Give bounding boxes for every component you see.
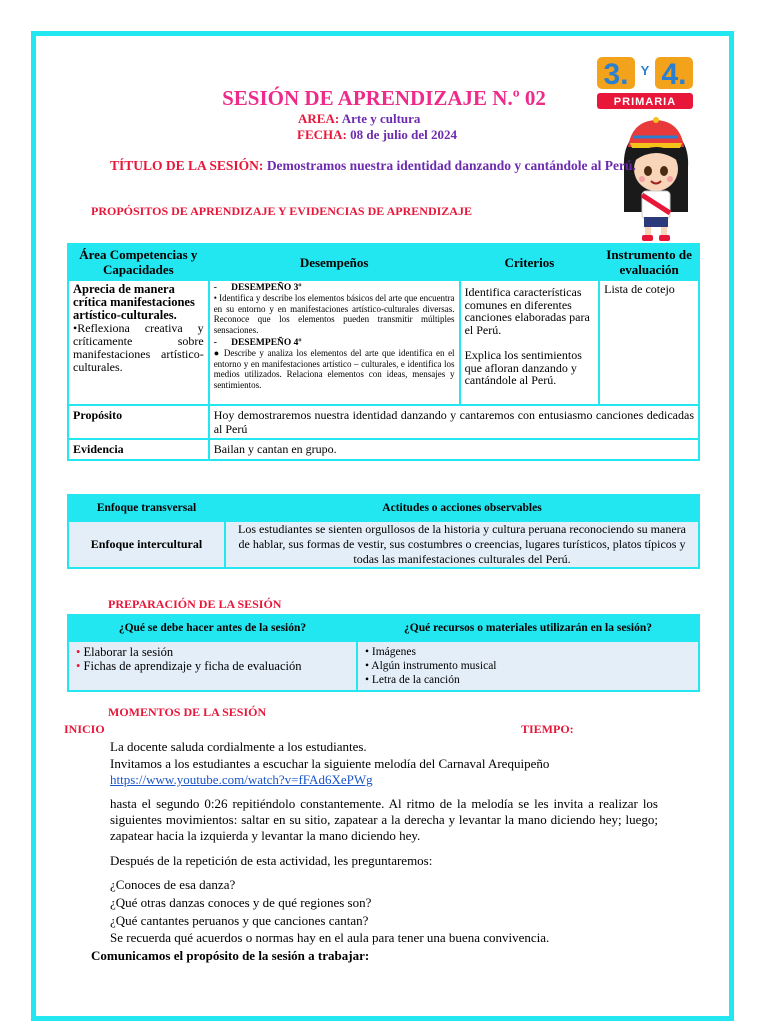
header-criteria: Criterios <box>460 244 600 280</box>
date-value: 08 de julio del 2024 <box>350 127 457 142</box>
session-name-label: TÍTULO DE LA SESIÓN: <box>110 158 264 173</box>
performance-3-title: - DESEMPEÑO 3º <box>213 283 302 293</box>
approach-name: Enfoque intercultural <box>68 521 225 568</box>
question-1: ¿Conoces de esa danza? <box>110 877 236 892</box>
preparation-heading: PREPARACIÓN DE LA SESIÓN <box>108 597 282 611</box>
purpose-text: Hoy demostraremos nuestra identidad danzando y cantaremos con entusiasmo canciones dedicadas al Perú <box>209 405 699 439</box>
logo-grade-4: 4. <box>661 58 687 91</box>
competency-cell <box>68 280 209 405</box>
header-competencies: Área Competencias y Capacidades <box>68 244 209 280</box>
purpose-label: Propósito <box>68 405 209 439</box>
preparation-row <box>68 641 699 691</box>
performances-cell <box>209 280 460 405</box>
moments-heading: MOMENTOS DE LA SESIÓN <box>108 705 267 719</box>
logo-y: Y <box>640 63 650 78</box>
area-line <box>298 111 420 127</box>
before-header: ¿Qué se debe hacer antes de la sesión? <box>68 615 357 641</box>
competencies-header-row <box>68 244 699 280</box>
purposes-heading: PROPÓSITOS DE APRENDIZAJE Y EVIDENCIAS DE APRENDIZAJE <box>91 204 472 218</box>
preparation-header-row <box>68 615 699 641</box>
approach-header-row <box>68 495 699 521</box>
girl-illustration <box>614 117 698 242</box>
competency-title: Aprecia de manera crítica manifestaciones artístico-culturales. <box>73 282 195 322</box>
resources-cell <box>357 641 699 691</box>
area-value: Arte y cultura <box>341 111 421 126</box>
invitation-text: Invitamos a los estudiantes a escuchar la siguiente melodía del Carnaval Arequipeño https://www.youtube.com/watch?v=fFAd6XePWg <box>110 756 550 787</box>
performance-4-title: - DESEMPEÑO 4º <box>213 338 302 348</box>
logo-grade-3: 3. <box>603 58 629 91</box>
approach-table <box>67 494 700 569</box>
date-label: FECHA: <box>297 127 347 142</box>
video-link[interactable]: https://www.youtube.com/watch?v=fFAd6XePWg <box>110 772 373 787</box>
header-instrument: Instrumento de evaluación <box>599 244 699 280</box>
approach-actions: Los estudiantes se sienten orgullosos de la historia y cultura peruana reconociendo su manera de hablar, sus formas de vestir, sus costumbres o creencias, lugares turísticos, platos típicos y todas las manifestaciones culturales del Perú. <box>225 521 699 568</box>
time-label: TIEMPO: <box>521 722 574 736</box>
approach-header: Enfoque transversal <box>68 495 225 521</box>
criterion-2: Explica los sentimientos que afloran danzando y cantándole al Perú. <box>464 348 582 387</box>
preparation-table <box>67 614 700 692</box>
list-item: • Letra de la canción <box>365 674 460 686</box>
list-item: • Fichas de aprendizaje y ficha de evaluación <box>76 659 302 673</box>
actions-header: Actitudes o acciones observables <box>225 495 699 521</box>
list-item: • Algún instrumento musical <box>365 660 497 672</box>
header-performances: Desempeños <box>209 244 460 280</box>
purpose-closing: Comunicamos el propósito de la sesión a trabajar: <box>91 948 370 963</box>
competencies-row <box>68 280 699 405</box>
logo-level: PRIMARIA <box>613 96 677 108</box>
date-line <box>297 127 457 143</box>
instrument-cell: Lista de cotejo <box>599 280 699 405</box>
competency-capacity: •Reflexiona creativa y críticamente sobre manifestaciones artístico-culturales. <box>73 321 204 374</box>
list-item: • Elaborar la sesión <box>76 645 174 659</box>
session-name <box>110 158 645 174</box>
list-item: • Imágenes <box>365 646 416 658</box>
movements-text: hasta el segundo 0:26 repitiéndolo constantemente. Al ritmo de la melodía se les invita a realizar los siguientes movimientos: saltar en su sitio, zapatear a la derecha y levantar la mano diciendo hey; luego; zapatear hacia la izquierda y levantar la mano diciendo hey. <box>110 796 658 843</box>
evidence-label: Evidencia <box>68 439 209 460</box>
evidence-text: Bailan y cantan en grupo. <box>209 439 699 460</box>
performance-3-text: • Identifica y describe los elementos básicos del arte que encuentra en su entorno y en manifestaciones artístico-culturales diversas. Reconoce que los elementos pueden transmitir múltiples sensaciones. <box>213 293 455 335</box>
area-label: AREA: <box>298 111 340 126</box>
norms-text: Se recuerda qué acuerdos o normas hay en el aula para tener una buena convivencia. <box>110 930 550 945</box>
evidence-row <box>68 439 699 460</box>
question-3: ¿Qué cantantes peruanos y que canciones cantan? <box>110 913 369 928</box>
purpose-row <box>68 405 699 439</box>
criterion-1: Identifica características comunes en diferentes canciones elaboradas para el Perú. <box>464 285 590 337</box>
start-label: INICIO <box>64 722 105 736</box>
session-title-heading: SESIÓN DE APRENDIZAJE N.º 02 <box>222 86 546 110</box>
before-cell <box>68 641 357 691</box>
questions-intro: Después de la repetición de esta actividad, les preguntaremos: <box>110 853 433 868</box>
question-2: ¿Qué otras danzas conoces y de qué regiones son? <box>110 895 372 910</box>
greeting-text: La docente saluda cordialmente a los estudiantes. <box>110 739 367 754</box>
approach-row <box>68 521 699 568</box>
criteria-cell <box>460 280 600 405</box>
session-name-value: Demostramos nuestra identidad danzando y cantándole al Perú. <box>266 158 636 173</box>
competencies-table <box>67 243 700 461</box>
resources-header: ¿Qué recursos o materiales utilizarán en la sesión? <box>357 615 699 641</box>
performance-4-text: ● Describe y analiza los elementos del arte que identifica en el entorno y en manifestaciones artístico – culturales, e identifica los medios utilizados. Relaciona elementos con ideas, mensajes y sentimientos. <box>213 348 455 390</box>
